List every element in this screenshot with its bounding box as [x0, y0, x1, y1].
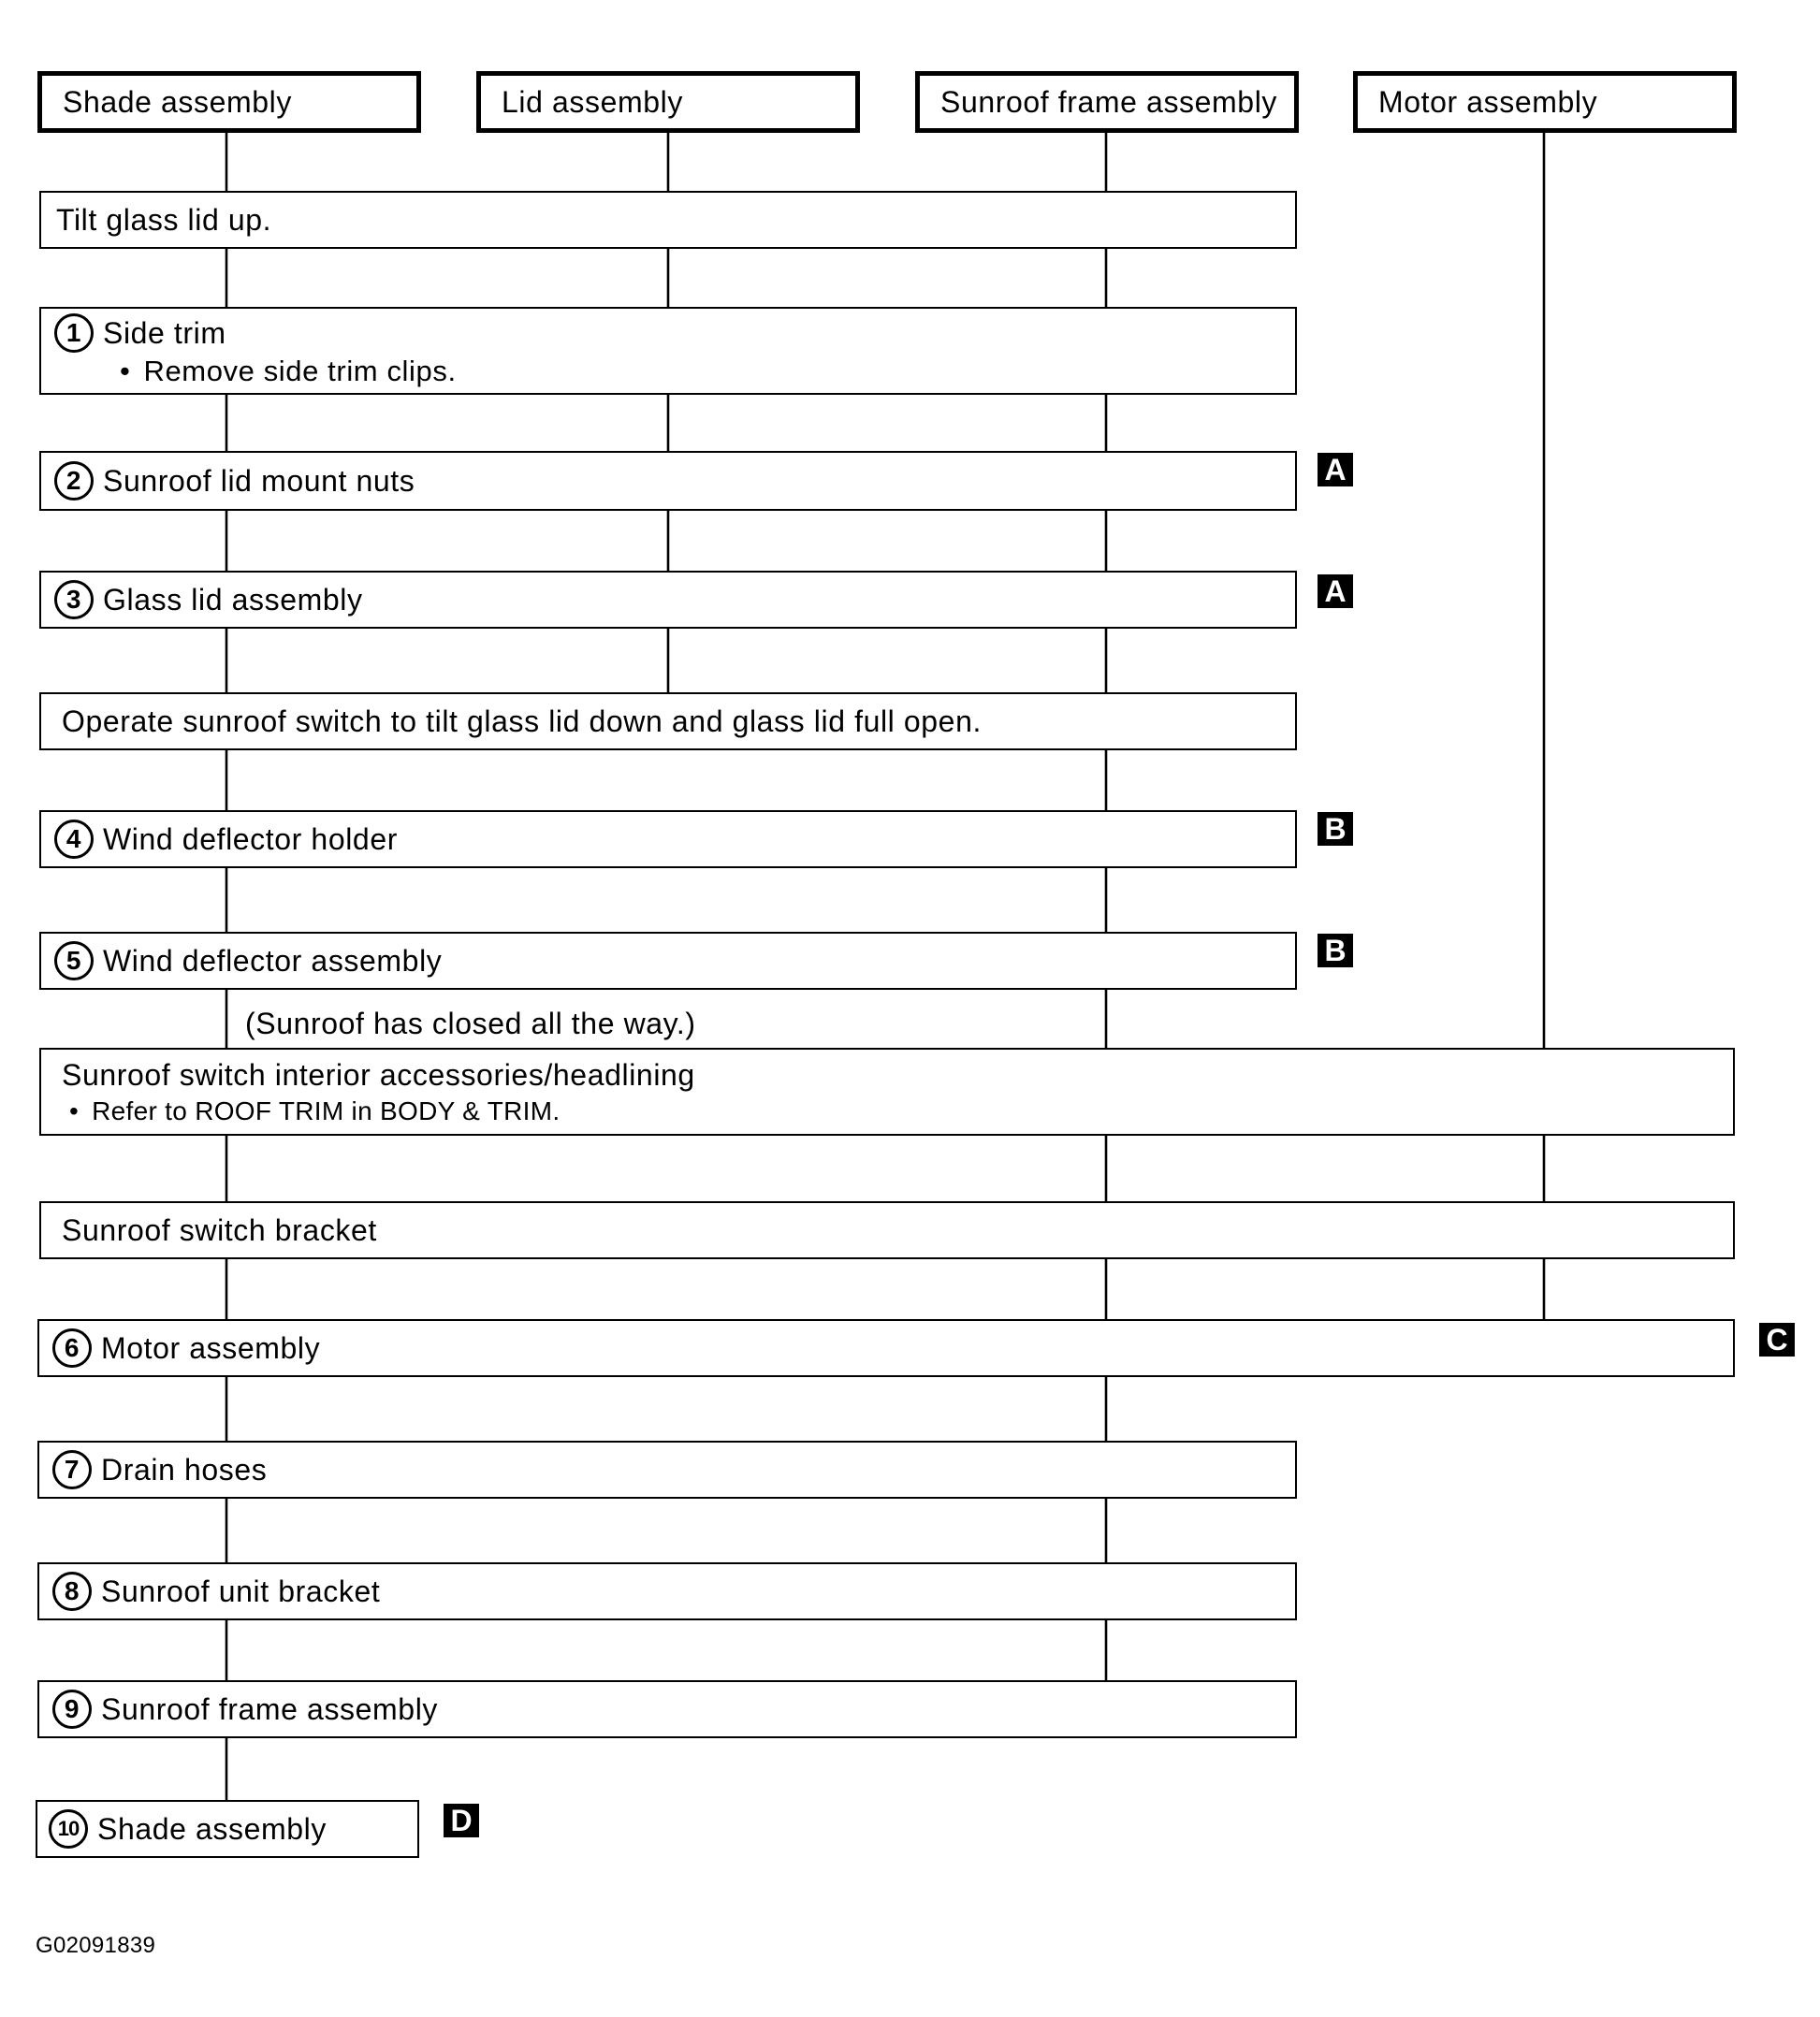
sunroof-closed-note: (Sunroof has closed all the way.) — [245, 1007, 696, 1040]
step-7-drain-hoses — [37, 1441, 1297, 1499]
step-number-9: 9 — [52, 1690, 92, 1729]
step-4-wind-deflector-holder — [39, 810, 1297, 868]
headlining-sub-note: • Refer to ROOF TRIM in BODY & TRIM. — [69, 1096, 561, 1125]
step-2-lid-mount-nuts — [39, 451, 1297, 511]
step-3-glass-lid — [39, 571, 1297, 629]
step-operate-switch: Operate sunroof switch to tilt glass lid down and glass lid full open. — [39, 692, 1297, 750]
step-3-label: Glass lid assembly — [103, 582, 363, 617]
step-number-1: 1 — [54, 313, 94, 353]
headlining-label: Sunroof switch interior accessories/headlining — [62, 1057, 695, 1092]
step-headlining — [39, 1048, 1735, 1136]
step-number-4: 4 — [54, 820, 94, 859]
step-6-label: Motor assembly — [101, 1330, 321, 1365]
step-1-sub-note: • Remove side trim clips. — [120, 355, 457, 387]
step-10-shade-assembly — [36, 1800, 419, 1858]
step-number-5: 5 — [54, 941, 94, 980]
step-number-2: 2 — [54, 461, 94, 501]
bullet-icon: • — [120, 355, 131, 387]
step-number-10: 10 — [49, 1809, 88, 1849]
ref-badge-a-step-3: A — [1318, 574, 1353, 608]
column-header-lid: Lid assembly — [476, 71, 860, 133]
step-9-label: Sunroof frame assembly — [101, 1691, 439, 1726]
ref-badge-c-step-6: C — [1759, 1323, 1795, 1357]
column-header-frame: Sunroof frame assembly — [915, 71, 1299, 133]
step-9-frame-assembly — [37, 1680, 1297, 1738]
bullet-icon: • — [69, 1096, 80, 1125]
figure-id: G02091839 — [36, 1933, 156, 1958]
step-5-label: Wind deflector assembly — [103, 943, 443, 978]
step-tilt-lid-up: Tilt glass lid up. — [39, 191, 1297, 249]
step-8-label: Sunroof unit bracket — [101, 1574, 381, 1608]
step-number-3: 3 — [54, 580, 94, 619]
step-number-7: 7 — [52, 1450, 92, 1489]
step-6-motor-assembly — [37, 1319, 1735, 1377]
step-switch-bracket: Sunroof switch bracket — [39, 1201, 1735, 1259]
ref-badge-a-step-2: A — [1318, 453, 1353, 486]
step-number-8: 8 — [52, 1572, 92, 1611]
ref-badge-d-step-10: D — [444, 1804, 479, 1837]
step-5-wind-deflector-assembly — [39, 932, 1297, 990]
step-8-unit-bracket — [37, 1562, 1297, 1620]
column-header-shade: Shade assembly — [37, 71, 421, 133]
step-1-side-trim — [39, 307, 1297, 395]
step-4-label: Wind deflector holder — [103, 821, 398, 856]
ref-badge-b-step-5: B — [1318, 934, 1353, 967]
ref-badge-b-step-4: B — [1318, 812, 1353, 846]
step-1-label: Side trim — [103, 315, 226, 350]
column-header-motor: Motor assembly — [1353, 71, 1737, 133]
step-number-6: 6 — [52, 1328, 92, 1368]
step-10-label: Shade assembly — [97, 1811, 327, 1846]
step-2-label: Sunroof lid mount nuts — [103, 463, 415, 498]
step-7-label: Drain hoses — [101, 1452, 268, 1487]
